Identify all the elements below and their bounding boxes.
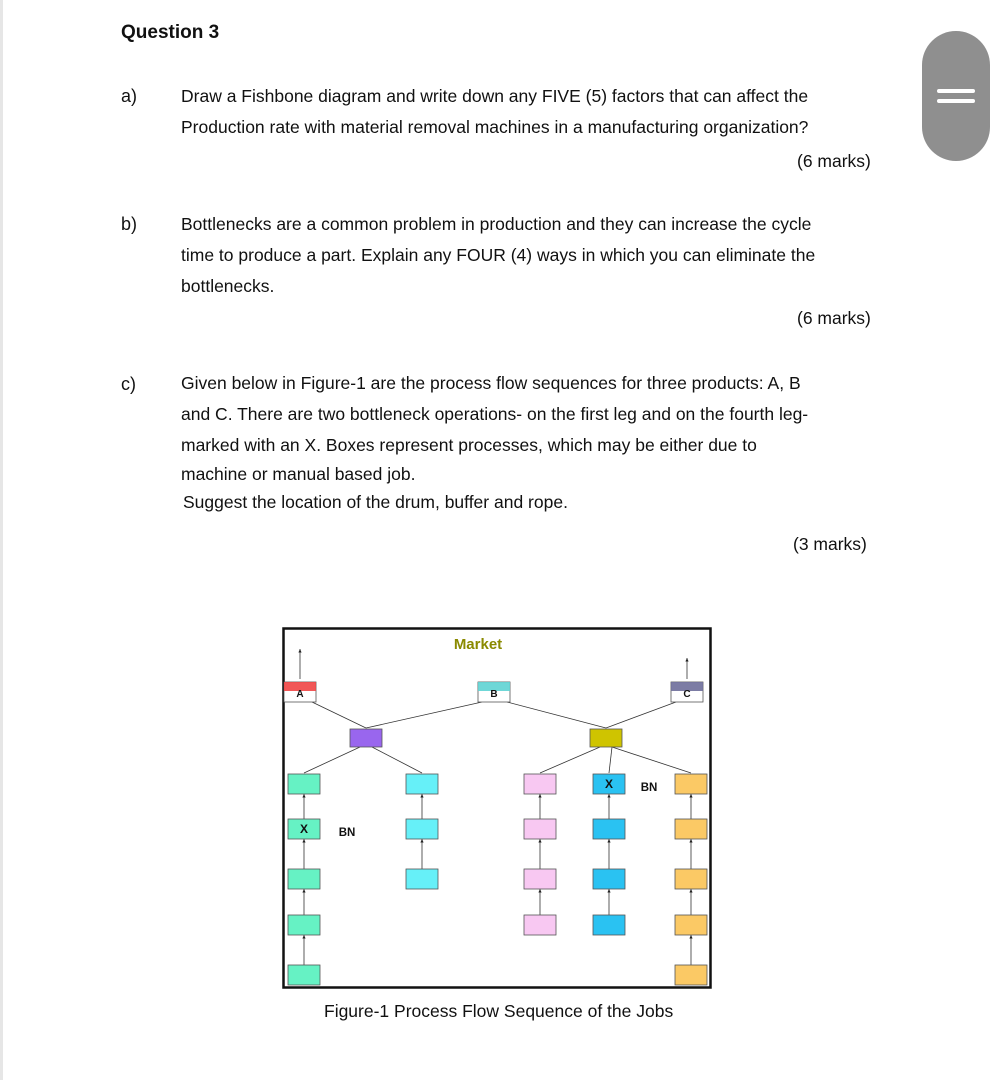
question-b-marks: (6 marks) (797, 308, 871, 328)
question-a-text (181, 81, 857, 143)
process-box (288, 965, 320, 985)
process-box (288, 915, 320, 935)
process-box (593, 819, 625, 839)
process-box (524, 869, 556, 889)
process-box (593, 869, 625, 889)
question-title: Question 3 (121, 22, 220, 43)
bottleneck-x-mark: X (299, 822, 309, 836)
product-label-b: B (490, 689, 498, 700)
process-box (675, 915, 707, 935)
process-box (524, 915, 556, 935)
assembly-box-ab (350, 729, 382, 747)
bottleneck-label: BN (338, 827, 356, 839)
process-flow-figure (282, 627, 712, 989)
page-left-edge (0, 0, 3, 1080)
bottleneck-x-mark: X (604, 777, 614, 791)
market-label: Market (453, 636, 503, 653)
text-line: marked with an X. Boxes represent processes, which may be either due to (181, 435, 757, 455)
product-label-a: A (296, 689, 304, 700)
text-line: Given below in Figure-1 are the process flow sequences for three products: A, B (181, 373, 801, 393)
process-box (406, 819, 438, 839)
process-box (675, 819, 707, 839)
text-line: Suggest the location of the drum, buffer and rope. (183, 492, 568, 512)
question-a-label: a) (121, 86, 138, 106)
text-line: Production rate with material removal machines in a manufacturing organization? (181, 117, 809, 137)
process-box (406, 869, 438, 889)
assembly-box-bc (590, 729, 622, 747)
question-c-label: c) (121, 374, 136, 394)
bottleneck-label: BN (640, 782, 658, 794)
handle-grip-line (937, 99, 975, 103)
process-box (593, 915, 625, 935)
process-box (406, 774, 438, 794)
process-box (288, 869, 320, 889)
question-c-text (181, 368, 857, 517)
question-a-marks: (6 marks) (797, 151, 871, 171)
text-line: Bottlenecks are a common problem in production and they can increase the cycle (181, 214, 812, 234)
process-box (524, 774, 556, 794)
text-line: and C. There are two bottleneck operations- on the first leg and on the fourth leg- (181, 404, 809, 424)
question-b-label: b) (121, 214, 138, 234)
process-box (288, 774, 320, 794)
figure-caption: Figure-1 Process Flow Sequence of the Jobs (324, 1001, 674, 1021)
question-c-marks: (3 marks) (793, 534, 867, 554)
text-line: bottlenecks. (181, 276, 275, 296)
question-b-text (181, 209, 857, 302)
process-box (675, 965, 707, 985)
text-line: time to produce a part. Explain any FOUR (4) ways in which you can eliminate the (181, 245, 816, 265)
text-line: Draw a Fishbone diagram and write down any FIVE (5) factors that can affect the (181, 86, 809, 106)
text-line: machine or manual based job. (181, 464, 416, 484)
process-box (524, 819, 556, 839)
product-label-c: C (683, 689, 691, 700)
handle-grip-line (937, 89, 975, 93)
scroll-handle[interactable] (922, 31, 990, 161)
process-box (675, 869, 707, 889)
process-box (675, 774, 707, 794)
